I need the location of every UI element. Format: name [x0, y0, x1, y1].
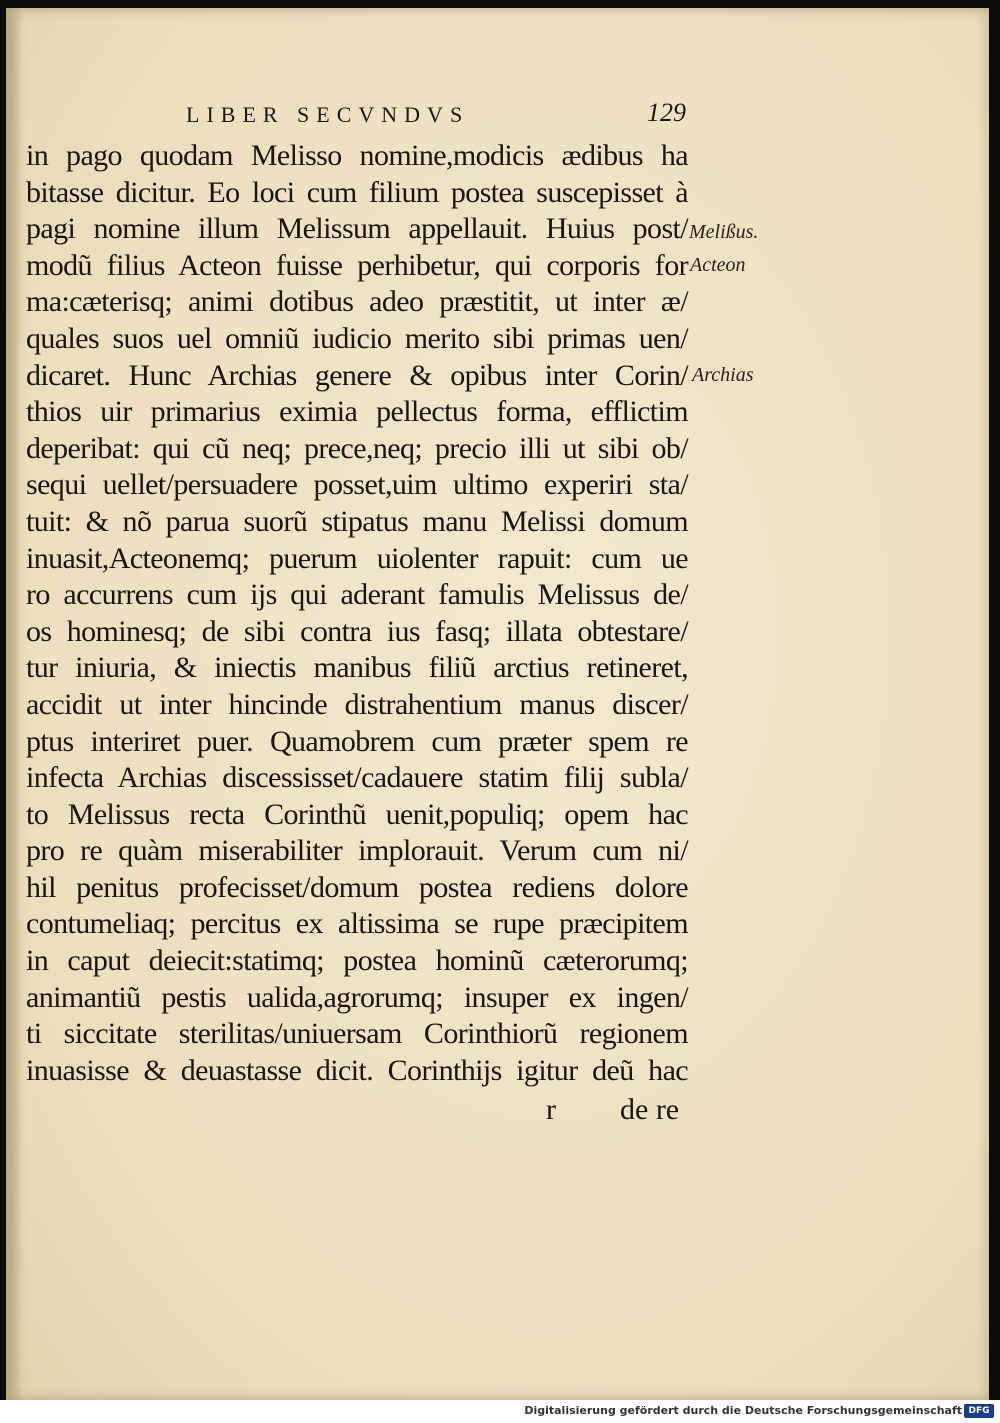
- text-line: pro re quàm miserabiliter implorauit. Verum cum ni/: [26, 834, 688, 868]
- text-line: sequi uellet/persuadere posset,uim ultimo experiri sta/: [26, 468, 688, 502]
- text-line: thios uir primarius eximia pellectus forma, efflictim: [26, 395, 688, 429]
- text-line: ptus interiret puer. Quamobrem cum præter spem re: [26, 724, 688, 758]
- marginal-note-archias: Archias: [692, 364, 754, 386]
- text-line: inuasit,Acteonemq; puerum uiolenter rapuit: cum ue: [26, 541, 688, 575]
- text-line: ti siccitate sterilitas/uniuersam Corinthiorũ regionem: [26, 1017, 688, 1051]
- text-line: quales suos uel omniũ iudicio merito sibi primas uen/: [26, 321, 688, 355]
- running-head: [186, 98, 686, 138]
- signature-mark: r: [546, 1093, 556, 1126]
- book-page: [6, 8, 989, 1400]
- text-line: os hominesq; de sibi contra ius fasq; illata obtestare/: [26, 614, 688, 648]
- dfg-logo-icon: DFG: [964, 1404, 994, 1418]
- text-line: dicaret. Hunc Archias genere & opibus inter Corin/: [26, 358, 688, 392]
- text-line: animantiũ pestis ualida,agrorumq; insuper ex ingen/: [26, 980, 688, 1014]
- text-line: pagi nomine illum Melissum appellauit. Huius post/: [26, 212, 688, 246]
- text-line: accidit ut inter hincinde distrahentium manus discer/: [26, 687, 688, 721]
- footer-credit: Digitalisierung gefördert durch die Deutsche Forschungsgemeinschaft: [524, 1404, 962, 1417]
- text-line: bitasse dicitur. Eo loci cum filium postea suscepisset à: [26, 175, 688, 209]
- text-line: tur iniuria, & iniectis manibus filiũ arctius retineret,: [26, 651, 688, 685]
- digitization-footer: [0, 1400, 1000, 1423]
- text-line: tuit: & nõ parua suorũ stipatus manu Melissi domum: [26, 504, 688, 538]
- marginal-note-acteon: Acteon: [690, 254, 746, 276]
- text-line: hil penitus profecisset/domum postea rediens dolore: [26, 870, 688, 904]
- text-line: inuasisse & deuastasse dicit. Corinthijs igitur deũ hac: [26, 1053, 688, 1087]
- folio-number: 129: [647, 98, 686, 127]
- text-line: infecta Archias discessisset/cadauere statim filij subla/: [26, 761, 688, 795]
- running-head-title: LIBER SECVNDVS: [186, 102, 470, 127]
- text-line: in pago quodam Melisso nomine,modicis ædibus ha: [26, 139, 688, 172]
- body-text: [26, 138, 688, 1089]
- text-line: modũ filius Acteon fuisse perhibetur, qui corporis for: [26, 248, 688, 282]
- text-line: ma:cæterisq; animi dotibus adeo præstitit, ut inter æ/: [26, 285, 688, 319]
- catchword: de re: [620, 1093, 680, 1126]
- text-line: deperibat: qui cũ neq; prece,neq; precio illi ut sibi ob/: [26, 431, 688, 465]
- page-gutter-shadow: [6, 8, 22, 1400]
- text-line: to Melissus recta Corinthũ uenit,populiq; opem hac: [26, 797, 688, 831]
- text-line: contumeliaq; percitus ex altissima se rupe præcipitem: [26, 907, 688, 941]
- text-line: in caput deiecit:statimq; postea hominũ cæterorumq;: [26, 944, 688, 978]
- marginal-note-melissus: Melißus.: [689, 221, 759, 243]
- text-line: ro accurrens cum ijs qui aderant famulis Melissus de/: [26, 578, 688, 612]
